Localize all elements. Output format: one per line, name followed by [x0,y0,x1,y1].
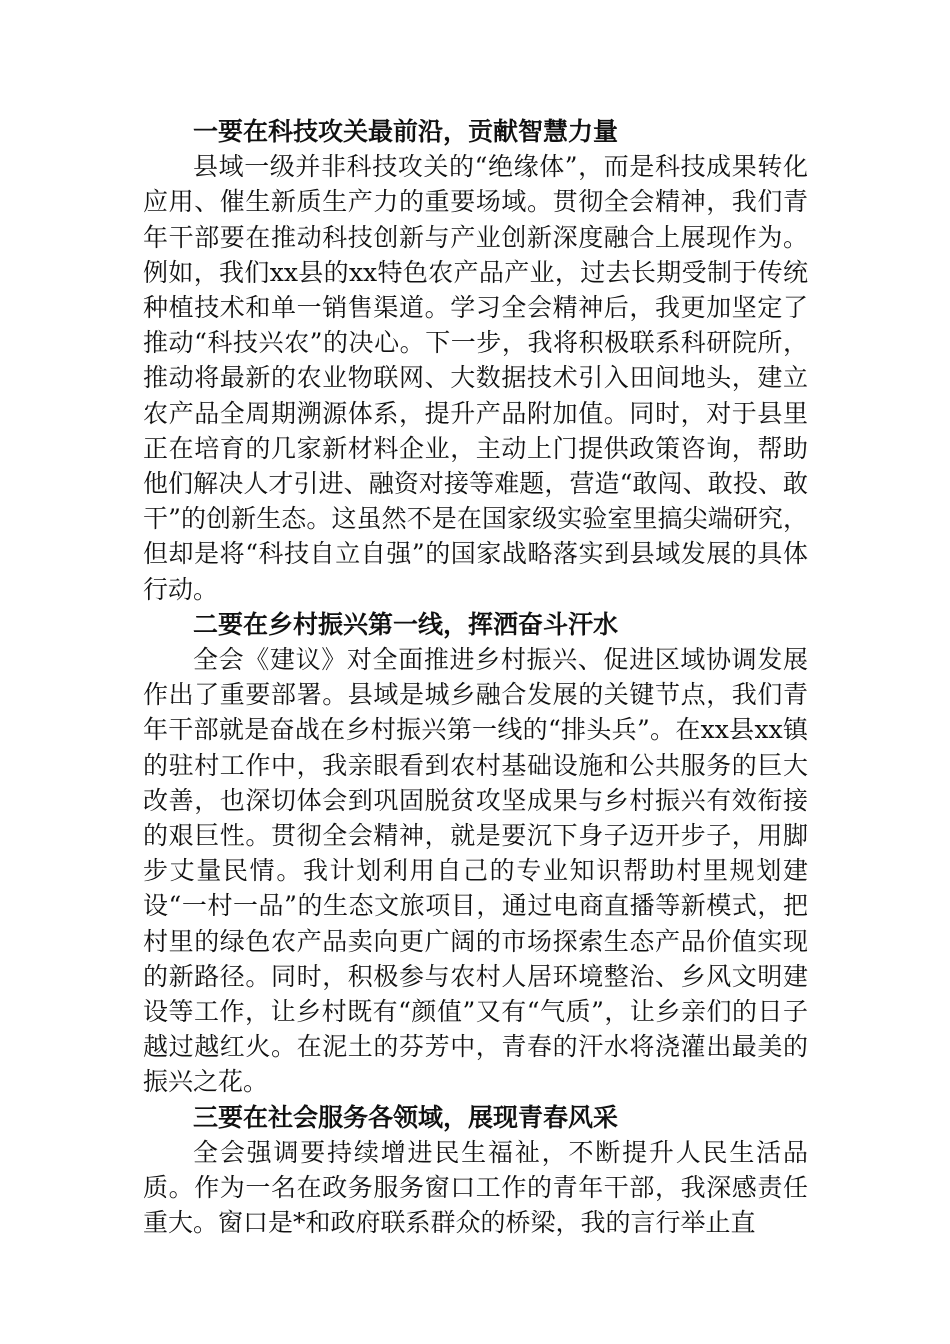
section-heading: 二要在乡村振兴第一线，挥洒奋斗汗水 [193,609,619,639]
section-paragraph: 全会《建议》对全面推进乡村振兴、促进区域协调发展作出了重要部署。县域是城乡融合发展的关键节点，我们青年干部就是奋战在乡村振兴第一线的“排头兵”。在xx县xx镇的驻村工作中，我亲眼看到农村基础设施和公共服务的巨大改善，也深切体会到巩固脱贫攻坚成果与乡村振兴有效衔接的艰巨性。贯彻全会精神，就是要沉下身子迈开步子，用脚步丈量民情。我计划利用自己的专业知识帮助村里规划建设“一村一品”的生态文旅项目，通过电商直播等新模式，把村里的绿色农产品卖向更广阔的市场探索生态产品价值实现的新路径。同时，积极参与农村人居环境整治、乡风文明建设等工作，让乡村既有“颜值”又有“气质”，让乡亲们的日子越过越红火。在泥土的芬芳中，青春的汗水将浇灌出最美的振兴之花。 [143,645,808,1097]
section-paragraph: 县域一级并非科技攻关的“绝缘体”，而是科技成果转化应用、催生新质生产力的重要场域。贯彻全会精神，我们青年干部要在推动科技创新与产业创新深度融合上展现作为。例如，我们xx县的xx特色农产品产业，过去长期受制于传统种植技术和单一销售渠道。学习全会精神后，我更加坚定了推动“科技兴农”的决心。下一步，我将积极联系科研院所，推动将最新的农业物联网、大数据技术引入田间地头，建立农产品全周期溯源体系，提升产品附加值。同时，对于县里正在培育的几家新材料企业，主动上门提供政策咨询，帮助他们解决人才引进、融资对接等难题，营造“敢闯、敢投、敢干”的创新生态。这虽然不是在国家级实验室里搞尖端研究，但却是将“科技自立自强”的国家战略落实到县域发展的具体行动。 [143,152,808,604]
section-paragraph: 全会强调要持续增进民生福祉，不断提升人民生活品质。作为一名在政务服务窗口工作的青年干部，我深感责任重大。窗口是*和政府联系群众的桥梁，我的言行举止直 [143,1137,808,1238]
document-body [143,114,808,1241]
section-heading: 一要在科技攻关最前沿，贡献智慧力量 [193,117,619,146]
section-heading: 三要在社会服务各领域，展现青春风采 [193,1102,619,1132]
